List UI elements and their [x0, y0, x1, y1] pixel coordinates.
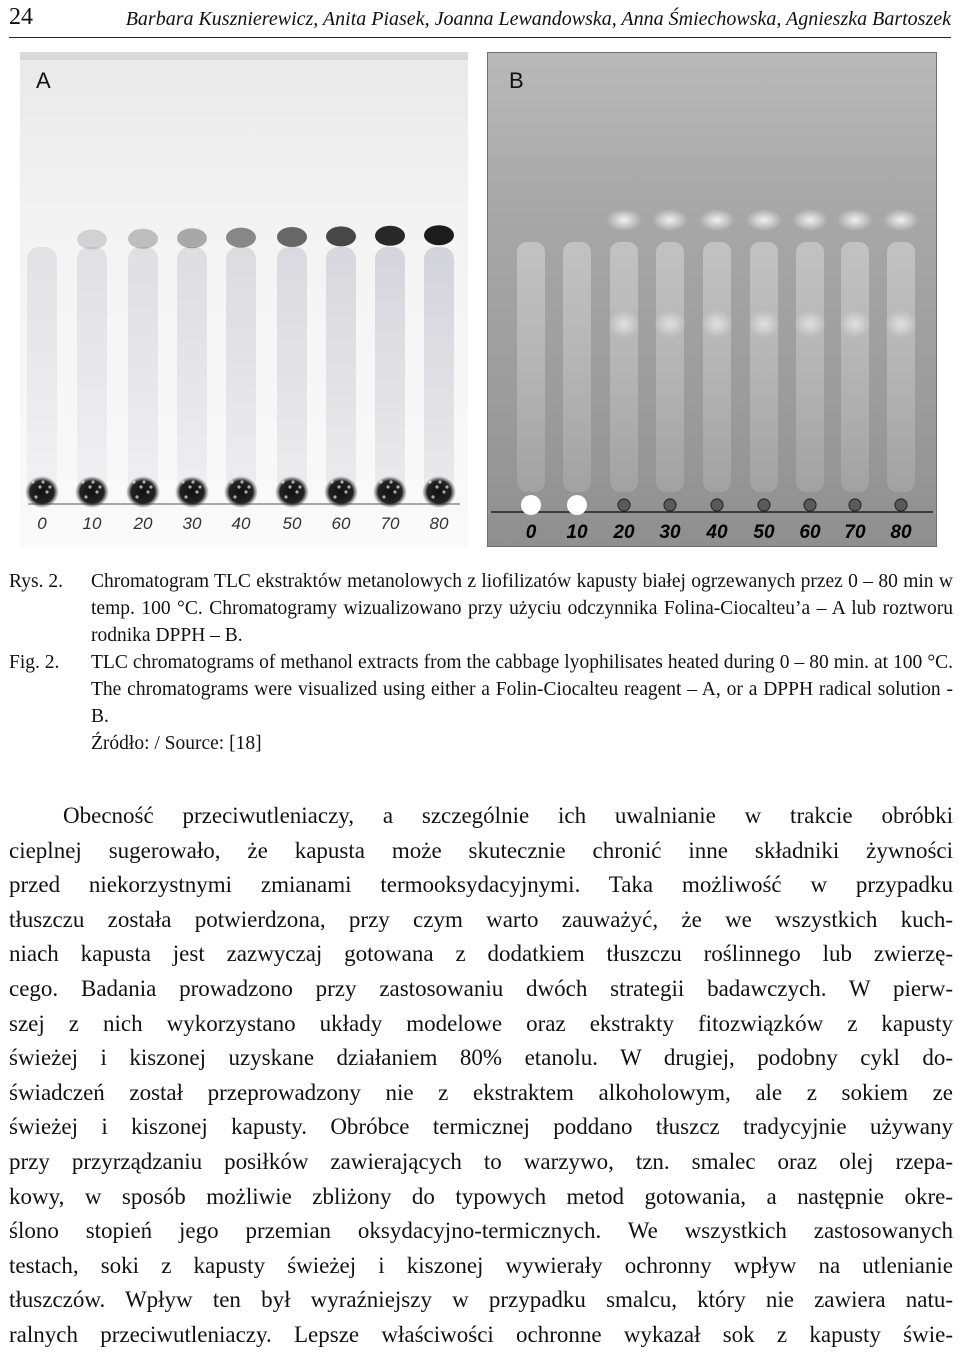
- spot-speckle: [237, 485, 240, 488]
- body-line: ralnych przeciwutleniaczy. Lepsze właściwości ochronne wykazał sok z kapusty świe-: [9, 1321, 953, 1347]
- running-header: [0, 0, 960, 40]
- caption-source: Źródło: / Source: [18]: [91, 733, 262, 754]
- body-line: tłuszczów. Wpływ ten był wyraźniejszy w przypadku smalcu, który nie zawiera natu-: [9, 1287, 953, 1313]
- upper-band-spot: [326, 226, 356, 246]
- lane-streak: [326, 247, 356, 492]
- body-line: Obecność przeciwutleniaczy, a szczególnie ich uwalnianie w trakcie obróbki: [63, 803, 953, 828]
- spot-speckle: [442, 490, 445, 493]
- spot-speckle: [438, 480, 441, 483]
- spot-speckle: [340, 480, 343, 483]
- middle-band-spot: [839, 310, 871, 338]
- body-line: cieplnej sugerowało, że kapusta może skutecznie chronić inne składniki żywności: [9, 837, 953, 863]
- plate-a-image: [20, 52, 468, 547]
- origin-spot: [567, 495, 587, 515]
- figure-caption: [9, 568, 953, 757]
- body-line: świadczeń został przeprowadzony nie z ekstraktem alkoholowym, ale z sokiem ze: [9, 1079, 953, 1105]
- lane-streak: [841, 242, 869, 492]
- spot-speckle: [184, 495, 187, 498]
- plate-b-lane-label: 10: [566, 522, 588, 543]
- plate-b-lane-label: 50: [753, 522, 775, 543]
- spot-speckle: [379, 480, 382, 483]
- plate-a-lane-label: 10: [82, 514, 102, 533]
- origin-spot: [849, 499, 861, 511]
- spot-speckle: [48, 485, 51, 488]
- spot-speckle: [337, 485, 340, 488]
- origin-spot: [664, 499, 676, 511]
- body-line: świeżej i kiszonej uzyskane działaniem 80% etanolu. W drugiej, podobny cykl do-: [9, 1045, 953, 1071]
- plate-b-lane-label: 70: [844, 522, 866, 543]
- middle-band-spot: [654, 310, 686, 338]
- spot-speckle: [142, 480, 145, 483]
- upper-band-spot: [746, 209, 782, 231]
- upper-band-spot: [226, 228, 256, 248]
- spot-speckle: [132, 480, 135, 483]
- tlc-figure: [0, 52, 960, 547]
- plate-b-lane-label: 0: [525, 522, 537, 543]
- body-paragraph: [9, 799, 953, 1353]
- upper-band-spot: [128, 229, 158, 249]
- spot-speckle: [149, 485, 152, 488]
- caption-english: [9, 649, 953, 730]
- plate-a-label: A: [36, 68, 51, 93]
- lane-streak: [77, 247, 107, 492]
- origin-spot: [521, 495, 541, 515]
- spot-speckle: [34, 495, 37, 498]
- plate-b-lane-label: 80: [890, 522, 912, 543]
- spot-speckle: [98, 485, 101, 488]
- upper-band-spot: [652, 209, 688, 231]
- spot-speckle: [291, 480, 294, 483]
- spot-speckle: [347, 485, 350, 488]
- upper-band-spot: [277, 227, 307, 247]
- upper-band-spot: [606, 209, 642, 231]
- spot-speckle: [435, 485, 438, 488]
- spot-speckle: [198, 485, 201, 488]
- tlc-plate-b: [487, 52, 937, 547]
- spot-speckle: [81, 480, 84, 483]
- origin-spot: [618, 499, 630, 511]
- caption-text-pl: Chromatogram TLC ekstraktów metanolowych z liofilizatów kapusty białej ogrzewanych przez 0 – 80 min w temp. 100 °C. Chromatogramy wizualizowano przy użyciu odczynnika Folina-Ciocalteu’a – A lub roztworu rodnika DPPH – B.: [91, 571, 953, 646]
- middle-band-spot: [794, 310, 826, 338]
- upper-band-spot: [77, 229, 107, 249]
- plate-a-lane-label: 50: [282, 514, 302, 533]
- plate-b-lane-label: 30: [659, 522, 681, 543]
- running-head-authors: Barbara Kusznierewicz, Anita Piasek, Joanna Lewandowska, Anna Śmiechowska, Agnieszka Bartoszek: [125, 8, 951, 30]
- spot-speckle: [91, 480, 94, 483]
- body-line: szej z nich wykorzystano układy modelowe oraz ekstrakty fitozwiązków z kapusty: [9, 1010, 953, 1036]
- upper-band-spot: [177, 228, 207, 248]
- plate-a-lane-label: 20: [133, 514, 153, 533]
- plate-a-lane-label: 0: [37, 514, 47, 533]
- spot-speckle: [244, 490, 247, 493]
- caption-text-en: TLC chromatograms of methanol extracts from the cabbage lyophilisates heated during 0 – 80 min. at 100 °C. The chromatograms were visualized using either a Folin-Ciocalteu reagent – A, or a DPPH radical solution - B.: [91, 652, 953, 727]
- spot-speckle: [431, 495, 434, 498]
- lane-streak: [375, 247, 405, 492]
- lane-streak: [424, 247, 454, 492]
- lane-streak: [177, 247, 207, 492]
- spot-speckle: [298, 485, 301, 488]
- spot-speckle: [428, 480, 431, 483]
- body-line: niach kapusta jest zazwyczaj gotowana z dodatkiem tłuszczu roślinnego lub zwierzę-: [9, 941, 953, 967]
- lane-streak: [703, 242, 731, 492]
- upper-band-spot: [792, 209, 828, 231]
- body-line: świeżej i kiszonej kapusty. Obróbce termicznej poddano tłuszcz tradycyjnie używany: [9, 1114, 953, 1140]
- upper-band-spot: [883, 209, 919, 231]
- plate-b-label: B: [509, 68, 524, 93]
- spot-speckle: [38, 485, 41, 488]
- spot-speckle: [284, 495, 287, 498]
- spot-speckle: [445, 485, 448, 488]
- page-number: 24: [9, 4, 33, 30]
- lane-streak: [226, 247, 256, 492]
- origin-spot: [758, 499, 770, 511]
- spot-speckle: [240, 480, 243, 483]
- body-line: tłuszczu została potwierdzona, przy czym warto zauważyć, że we wszystkich kuch-: [9, 906, 953, 932]
- spot-speckle: [31, 480, 34, 483]
- plate-a-lane-label: 70: [380, 514, 400, 533]
- spot-speckle: [88, 485, 91, 488]
- spot-speckle: [139, 485, 142, 488]
- lane-streak: [563, 242, 591, 492]
- spot-speckle: [396, 485, 399, 488]
- spot-speckle: [195, 490, 198, 493]
- lane-streak: [796, 242, 824, 492]
- upper-band-spot: [375, 226, 405, 246]
- middle-band-spot: [701, 310, 733, 338]
- spot-speckle: [247, 485, 250, 488]
- spot-speckle: [181, 480, 184, 483]
- spot-speckle: [288, 485, 291, 488]
- lane-streak: [277, 247, 307, 492]
- plate-b-lane-label: 60: [799, 522, 821, 543]
- middle-band-spot: [885, 310, 917, 338]
- upper-band-spot: [837, 209, 873, 231]
- origin-spot: [804, 499, 816, 511]
- lane-streak: [656, 242, 684, 492]
- spot-speckle: [95, 490, 98, 493]
- spot-speckle: [330, 480, 333, 483]
- spot-speckle: [344, 490, 347, 493]
- middle-band-spot: [748, 310, 780, 338]
- plate-a-lane-label: 30: [182, 514, 202, 533]
- body-line: cego. Badania prowadzono przy zastosowaniu dwóch strategii badawczych. W pierw-: [9, 975, 953, 1001]
- header-rule: [9, 37, 951, 38]
- spot-speckle: [135, 495, 138, 498]
- spot-speckle: [386, 485, 389, 488]
- spot-speckle: [188, 485, 191, 488]
- upper-band-spot: [699, 209, 735, 231]
- plate-b-lane-label: 40: [706, 522, 728, 543]
- plate-b-lane-label: 20: [613, 522, 635, 543]
- caption-tag-en: Fig. 2.: [9, 652, 60, 673]
- body-line: ślono stopień jego przemian oksydacyjno-termicznych. We wszystkich zastosowanych: [9, 1218, 953, 1244]
- body-line: przy przyrządzaniu posiłków zawierających to warzywo, tzn. smalec oraz olej rzepa-: [9, 1148, 953, 1174]
- spot-speckle: [295, 490, 298, 493]
- spot-speckle: [230, 480, 233, 483]
- origin-spot: [711, 499, 723, 511]
- body-line: przed niekorzystnymi zmianami termooksydacyjnymi. Taka możliwość w przypadku: [9, 872, 953, 898]
- plate-a-lane-label: 80: [429, 514, 449, 533]
- spot-speckle: [41, 480, 44, 483]
- spot-speckle: [146, 490, 149, 493]
- spot-speckle: [45, 490, 48, 493]
- tlc-plate-a: [20, 52, 468, 547]
- spot-speckle: [233, 495, 236, 498]
- spot-speckle: [281, 480, 284, 483]
- body-line: kowy, w sposób możliwie zbliżony do typowych metod gotowania, a następnie okre-: [9, 1183, 953, 1209]
- spot-speckle: [393, 490, 396, 493]
- lane-streak: [750, 242, 778, 492]
- lane-streak: [517, 242, 545, 492]
- plate-a-lane-label: 60: [331, 514, 351, 533]
- lane-streak: [610, 242, 638, 492]
- plate-a-lane-label: 40: [231, 514, 251, 533]
- lane-streak: [887, 242, 915, 492]
- lane-streak: [27, 247, 57, 492]
- middle-band-spot: [608, 310, 640, 338]
- spot-speckle: [333, 495, 336, 498]
- spot-speckle: [382, 495, 385, 498]
- caption-polish: [9, 568, 953, 649]
- origin-spot: [895, 499, 907, 511]
- spot-speckle: [191, 480, 194, 483]
- body-line: testach, soki z kapusty świeżej i kiszonej wywierały ochronny wpływ na utlenianie: [9, 1252, 953, 1278]
- spot-speckle: [84, 495, 87, 498]
- caption-tag-pl: Rys. 2.: [9, 571, 63, 592]
- spot-speckle: [389, 480, 392, 483]
- upper-band-spot: [424, 225, 454, 245]
- lane-streak: [128, 247, 158, 492]
- plate-b-image: [487, 52, 937, 547]
